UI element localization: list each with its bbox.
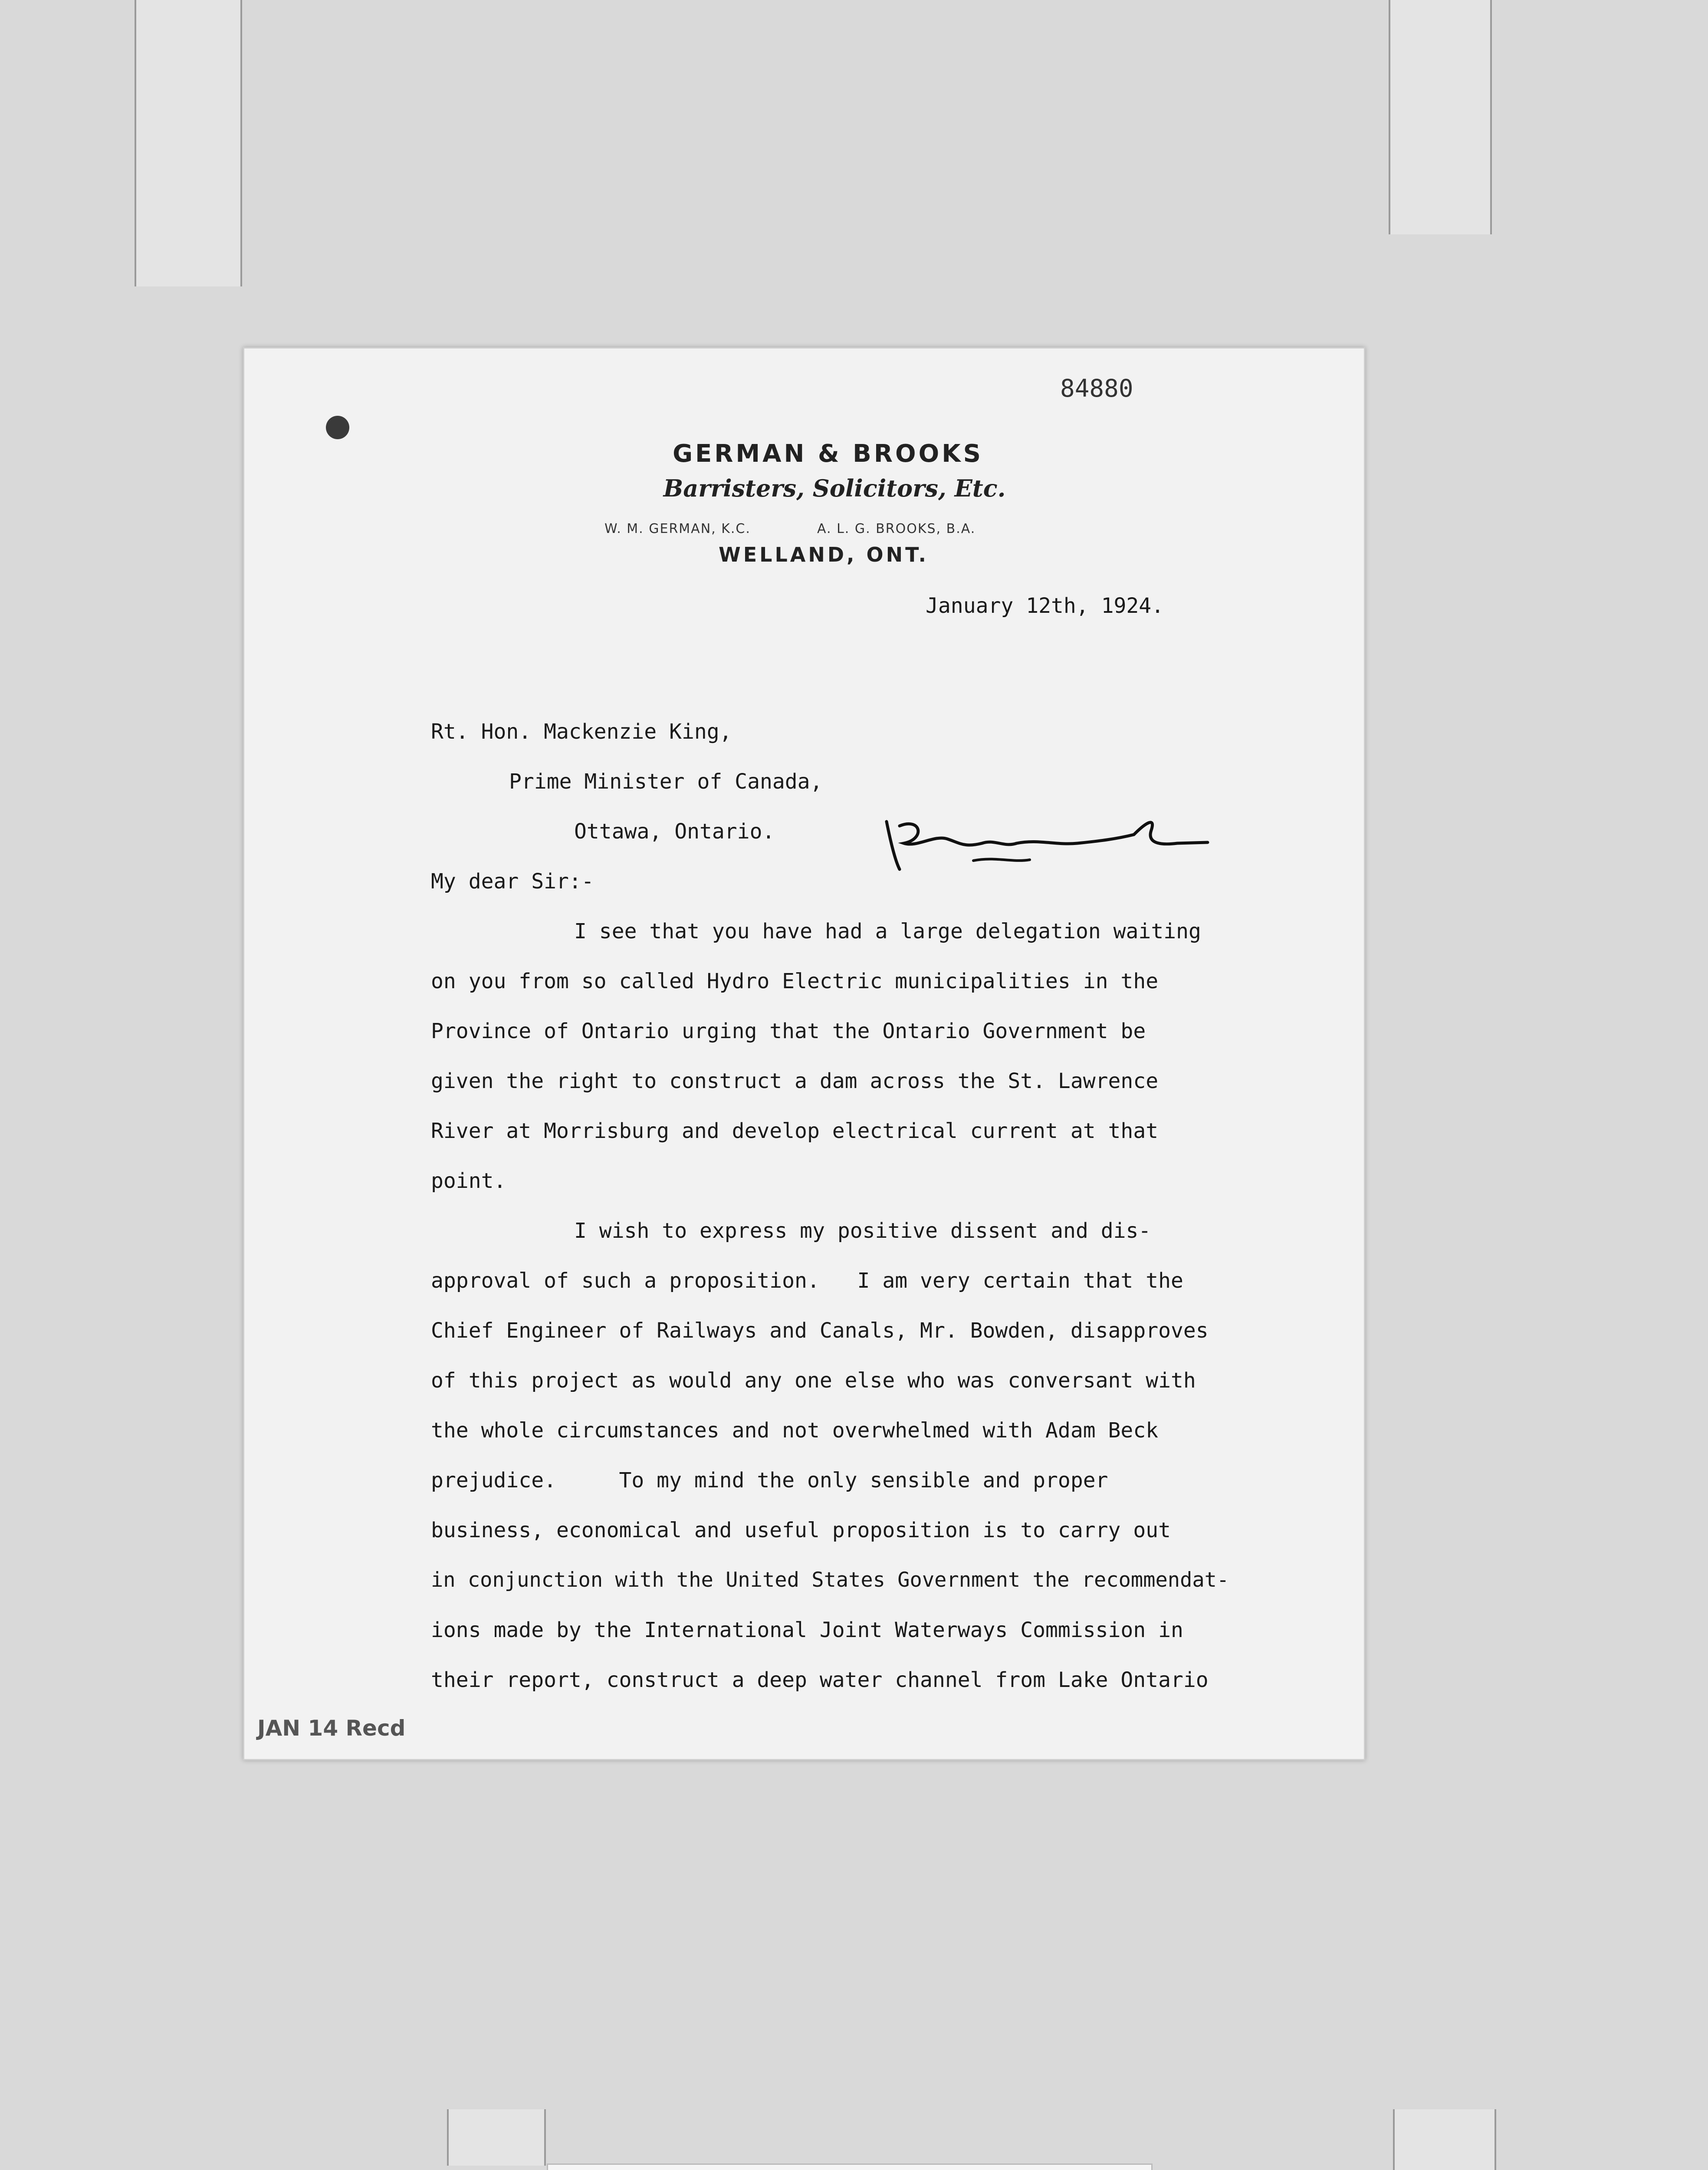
letterhead-partner-right: A. L. G. BROOKS, B.A. xyxy=(817,521,976,536)
salutation: My dear Sir:- xyxy=(431,869,594,894)
body-line: on you from so called Hydro Electric municipalities in the xyxy=(431,969,1159,993)
tape-strip xyxy=(1389,0,1492,234)
body-line: Chief Engineer of Railways and Canals, Mr. Bowden, disapproves xyxy=(431,1318,1209,1343)
body-line: prejudice. To my mind the only sensible and proper xyxy=(431,1468,1108,1493)
body-line: given the right to construct a dam across the St. Lawrence xyxy=(431,1069,1159,1093)
handwritten-personal-mark xyxy=(874,809,1212,882)
collection-label xyxy=(547,2163,1153,2170)
body-line: in conjunction with the United States Government the recommendat- xyxy=(431,1568,1229,1592)
body-line: ions made by the International Joint Waterways Commission in xyxy=(431,1618,1183,1642)
body-line: approval of such a proposition. I am very certain that the xyxy=(431,1269,1183,1293)
body-line: I wish to express my positive dissent and dis- xyxy=(574,1219,1151,1243)
body-line: Province of Ontario urging that the Ontario Government be xyxy=(431,1019,1146,1043)
body-line: River at Morrisburg and develop electrical current at that xyxy=(431,1119,1159,1143)
letterhead-place: WELLAND, ONT. xyxy=(718,543,929,566)
letter-date: January 12th, 1924. xyxy=(926,594,1164,618)
tape-strip xyxy=(1393,2109,1496,2170)
received-stamp: JAN 14 Recd xyxy=(257,1716,406,1741)
letterhead-partner-left: W. M. GERMAN, K.C. xyxy=(604,521,751,536)
recipient-line: Rt. Hon. Mackenzie King, xyxy=(431,720,732,744)
letterhead-firm: GERMAN & BROOKS xyxy=(673,440,983,468)
tape-strip xyxy=(447,2109,546,2166)
recipient-line: Ottawa, Ontario. xyxy=(574,819,775,844)
body-line: I see that you have had a large delegation waiting xyxy=(574,919,1201,944)
collection-label-text xyxy=(548,2165,1151,2170)
tape-strip xyxy=(135,0,242,286)
letter-page xyxy=(243,347,1365,1760)
document-number: 84880 xyxy=(1060,375,1133,403)
recipient-line: Prime Minister of Canada, xyxy=(509,769,823,794)
body-line: their report, construct a deep water channel from Lake Ontario xyxy=(431,1668,1209,1692)
letterhead-tagline: Barristers, Solicitors, Etc. xyxy=(663,474,1006,502)
body-line: of this project as would any one else who was conversant with xyxy=(431,1368,1196,1393)
body-line: business, economical and useful proposition is to carry out xyxy=(431,1518,1171,1542)
body-line: point. xyxy=(431,1169,506,1193)
body-line: the whole circumstances and not overwhelmed with Adam Beck xyxy=(431,1418,1159,1443)
punch-hole xyxy=(326,416,349,439)
